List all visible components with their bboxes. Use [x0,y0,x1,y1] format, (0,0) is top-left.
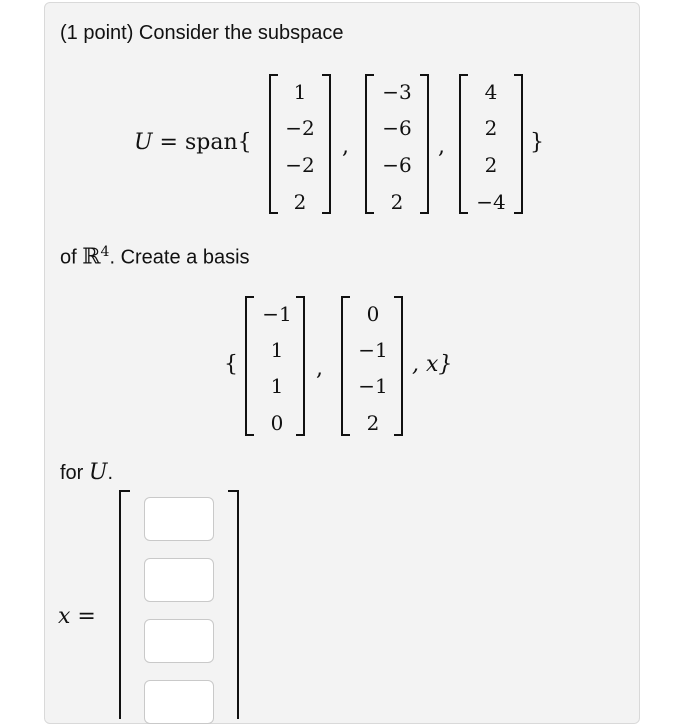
real-space-exponent: 4 [100,244,110,260]
left-bracket [268,74,280,214]
vector-entry: −6 [382,153,412,177]
answer-input-1[interactable] [144,497,214,541]
answer-right-bracket [226,490,240,720]
vector-entry: −1 [358,374,388,398]
for-text: for [60,462,84,484]
right-bracket [418,74,430,214]
real-space-symbol: ℝ [82,244,101,270]
span-close-brace: } [530,130,544,155]
for-text-line [60,460,113,485]
basis-open-brace: { [224,352,238,377]
vector-entry: 1 [270,374,284,398]
for-variable: U [88,460,108,485]
vector-entry: 0 [366,302,380,326]
right-bracket [320,74,332,214]
vector-entry: −2 [285,116,315,140]
answer-input-4[interactable] [144,680,214,724]
problem-header: (1 point) Consider the subspace [60,22,344,44]
basis-tail: , x} [412,352,453,377]
vector-comma: , [438,134,445,159]
span-expression-lhs [134,130,252,155]
right-bracket [294,296,306,436]
vector-comma: , [316,356,323,381]
vector-entry: −1 [262,302,292,326]
vector-entry: −3 [382,80,412,104]
vector-entry: 2 [484,116,498,140]
vector-entry: −6 [382,116,412,140]
equals-sign: = [159,130,178,155]
vector-entry: 2 [293,190,307,214]
for-period: . [107,462,114,484]
span-label: U [134,130,153,155]
of-text: of [60,246,77,269]
vector-entry: 2 [390,190,404,214]
answer-left-bracket [118,490,132,720]
vector-entry: 1 [270,338,284,362]
vector-entry: 4 [484,80,498,104]
vector-entry: 2 [484,153,498,177]
vector-comma: , [342,134,349,159]
answer-input-2[interactable] [144,558,214,602]
right-bracket [392,296,404,436]
answer-equals: = [77,604,96,629]
vector-entry: −4 [476,190,506,214]
span-word: span{ [184,130,252,155]
vector-entry: 1 [293,80,307,104]
basis-instruction [60,244,250,270]
vector-entry: 0 [270,411,284,435]
vector-entry: −1 [358,338,388,362]
answer-lhs [58,604,96,629]
answer-label: x [58,604,71,629]
vector-entry: 2 [366,411,380,435]
right-bracket [512,74,524,214]
basis-text: . Create a basis [109,246,250,269]
vector-entry: −2 [285,153,315,177]
answer-input-3[interactable] [144,619,214,663]
